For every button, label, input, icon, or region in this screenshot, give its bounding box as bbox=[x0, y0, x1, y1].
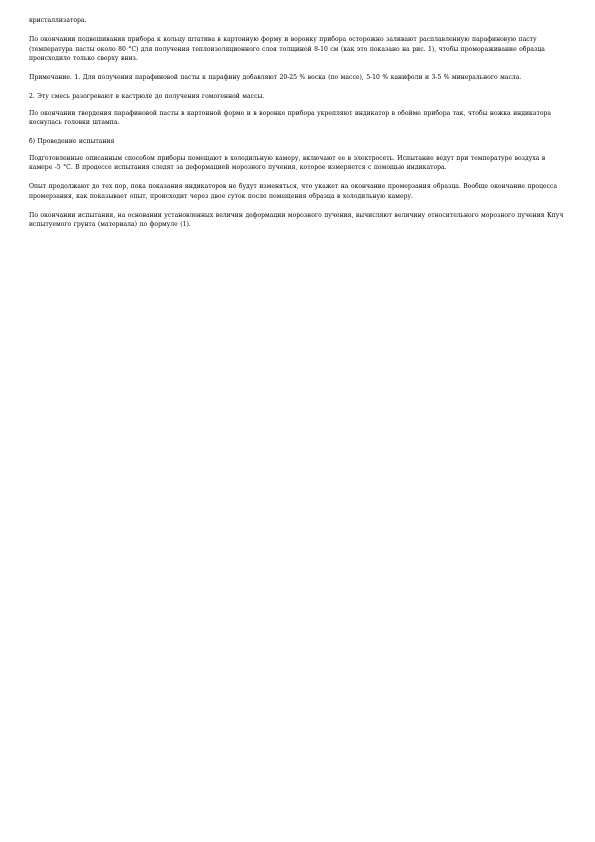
paragraph-continuation: кристаллизатора. bbox=[29, 17, 87, 24]
paragraph-cold-chamber: Подготовленные описанным способом приборы помещают в холодильную камеру, включают ее в электросеть. Испытание ведут при температуре воздуха в камере -5 °С. В процессе испытания следят за деформацией морозного пучения, которое измеряется с помощью индикатора. bbox=[29, 154, 546, 171]
paragraph-note-1: Примечание. 1. Для получения парафиновой пасты к парафину добавляют 20-25 % воска (по массе), 5-10 % канифоли и 3-5 % минерального масла. bbox=[29, 74, 522, 81]
paragraph-test-duration: Опыт продолжают до тех пор, пока показания индикаторов не будут изменяться, что укажет на окончание промерзания образца. Вообще окончание процесса промерзания, как показывает опыт, происходит через двое суток после помещения образца в холодильную камеру. bbox=[29, 183, 558, 200]
paragraph-calculation: По окончании испытания, на основании установленных величин деформации морозного пучения, вычисляют величину относительного морозного пучения Кпуч испытуемого грунта (материала) по формуле (1). bbox=[29, 211, 564, 228]
document-page bbox=[29, 16, 567, 239]
paragraph-paraffin-pour: По окончании подвешивания прибора к кольцу штатива в картонную форму и воронку прибора осторожно заливают расплавленную парафиновую пасту (температура пасты около 80 °С) для получения теплоизоляционного слоя толщиной 8-10 см (как это показано на рис. 1), чтобы промораживание образца происходило только сверху вниз. bbox=[29, 36, 545, 62]
section-heading-test: б) Проведение испытания bbox=[29, 138, 115, 145]
paragraph-indicator-setup: По окончании твердения парафиновой пасты в картонной форме и в воронке прибора укрепляют индикатор в обойме прибора так, чтобы ножка индикатора коснулась головки штампа. bbox=[29, 109, 552, 126]
paragraph-note-2: 2. Эту смесь разогревают в кастрюле до получения гомогенной массы. bbox=[29, 93, 265, 100]
